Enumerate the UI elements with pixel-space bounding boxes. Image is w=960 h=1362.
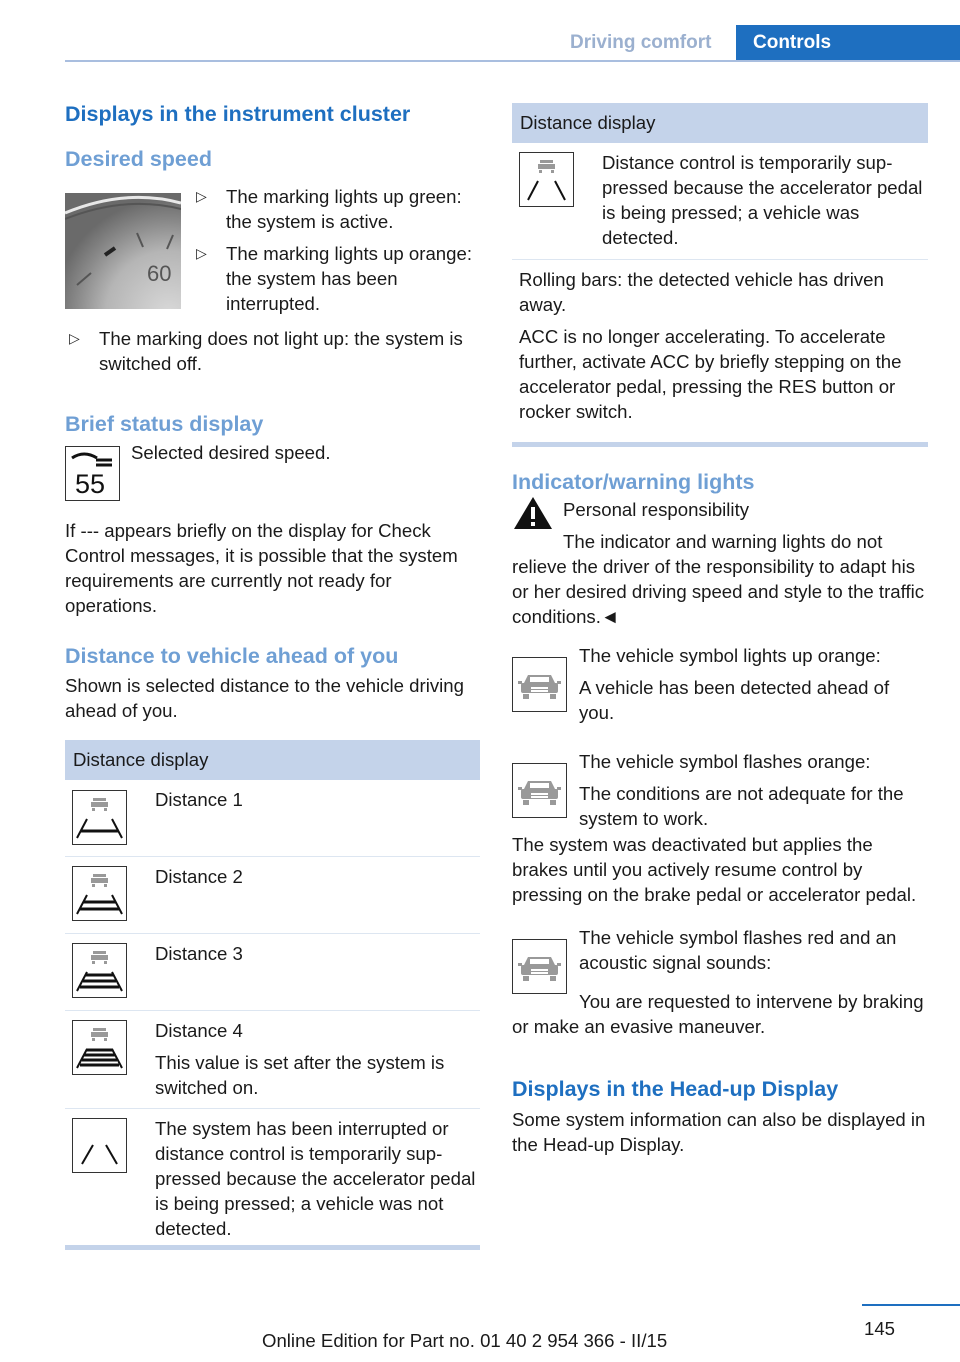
distance-2-icon (72, 866, 127, 921)
bullet-item: ▷ The marking lights up orange: the system has been interrupted. (196, 243, 472, 314)
vehicle-flash-red-title: The vehicle symbol flashes red and an acoustic signal sounds: (579, 927, 897, 973)
brief-status-caption: Selected desired speed. (131, 442, 331, 463)
speedometer-image (65, 193, 181, 309)
table-row: Distance 3 (65, 934, 480, 1011)
table-row: Distance 4 This value is set after the system is switched on. (65, 1011, 480, 1109)
triangle-bullet-icon: ▷ (69, 330, 80, 346)
distance-table-header-cont: Distance display (512, 103, 928, 143)
brief-status-block (65, 442, 480, 508)
interrupted-icon (72, 1118, 127, 1173)
vehicle-flash-red-block (512, 927, 928, 1015)
rolling-bars-text: Rolling bars: the detected vehicle has driven away. (519, 269, 884, 315)
heading-desired-speed: Desired speed (65, 147, 212, 171)
vehicle-flash-orange-block (512, 751, 928, 837)
vehicle-lit-title: The vehicle symbol lights up orange: (579, 645, 881, 666)
heading-distance: Distance to vehicle ahead of you (65, 644, 399, 668)
vehicle-icon (512, 657, 567, 712)
vehicle-flash-orange-title: The vehicle symbol flashes orange: (579, 751, 871, 772)
vehicle-icon (512, 939, 567, 994)
distance-intro: Shown is selected distance to the vehicle driving ahead of you. (65, 675, 464, 721)
footer-rule (862, 1304, 960, 1306)
table-row (512, 260, 928, 424)
bullet-item: ▷ The marking lights up green: the system is active. (196, 186, 462, 232)
section-title: Driving comfort (570, 32, 712, 53)
distance-1-icon (72, 790, 127, 845)
table-row: The system has been interrupted or distance control is temporarily suppressed because the accelerator pedal is being pressed; a vehicle was not detected. (65, 1109, 480, 1245)
warning-triangle-icon (512, 495, 554, 536)
table-row: Distance control is temporarily suppressed because the accelerator pedal is being pressed; a vehicle was detected. (512, 143, 928, 260)
heading-indicator-lights: Indicator/warning lights (512, 470, 755, 494)
edition-footer: Online Edition for Part no. 01 40 2 954 366 - II/15 (262, 1330, 668, 1351)
triangle-bullet-icon: ▷ (196, 188, 207, 204)
distance-table (65, 740, 480, 1250)
distance-table-header: Distance display (65, 740, 480, 780)
warning-text: The indicator and warning lights do not relieve the driver of the responsibility to adapt his or her desired driving speed and style to the traffic conditions.◄ (512, 531, 925, 627)
distance-3-icon (72, 943, 127, 998)
table-row: Distance 2 (65, 857, 480, 934)
left-column (65, 100, 480, 1250)
set-speed-value: 55 (75, 469, 106, 499)
header-rule (65, 60, 960, 62)
hud-text: Some system information can also be displayed in the Head-up Display. (512, 1109, 926, 1155)
deactivated-text: The system was deactivated but applies the brakes until you actively resume control by pressing on the brake pedal or accelerator pedal. (512, 834, 917, 905)
table-row: Distance 1 (65, 780, 480, 857)
chapter-tab[interactable]: Controls (736, 25, 960, 62)
vehicle-lit-block (512, 645, 928, 749)
set-speed-icon (65, 446, 120, 501)
acc-text: ACC is no longer accelerating. To accelerate further, activate ACC by briefly stepping on the accelerator pedal, pressing the RES button or rocker switch. (519, 326, 902, 422)
right-column (512, 103, 928, 1157)
vehicle-lit-text: A vehicle has been detected ahead of you. (579, 677, 890, 723)
warning-block (512, 497, 928, 629)
heading-instrument-cluster: Displays in the instrument cluster (65, 102, 411, 126)
heading-brief-status: Brief status display (65, 412, 264, 436)
speedo-label: 60 (147, 261, 172, 286)
brief-status-note: If --- appears briefly on the display for Check Control messages, it is possible that the system requirements are currently not ready for operations. (65, 520, 458, 616)
table-end-rule (512, 442, 928, 447)
suppressed-detected-icon (519, 152, 574, 207)
vehicle-flash-orange-text: The conditions are not adequate for the system to work. (579, 783, 904, 829)
table-end-rule (65, 1245, 480, 1250)
vehicle-icon (512, 763, 567, 818)
page-number: 145 (864, 1318, 896, 1339)
desired-speed-block (65, 184, 480, 332)
heading-hud: Displays in the Head-up Display (512, 1077, 839, 1101)
bullet-item: ▷ The marking does not light up: the system is switched off. (69, 328, 463, 374)
intervene-text: You are requested to intervene by braking or make an evasive maneuver. (512, 991, 924, 1037)
warning-title: Personal responsibility (563, 499, 750, 520)
triangle-bullet-icon: ▷ (196, 245, 207, 261)
distance-4-icon (72, 1020, 127, 1075)
